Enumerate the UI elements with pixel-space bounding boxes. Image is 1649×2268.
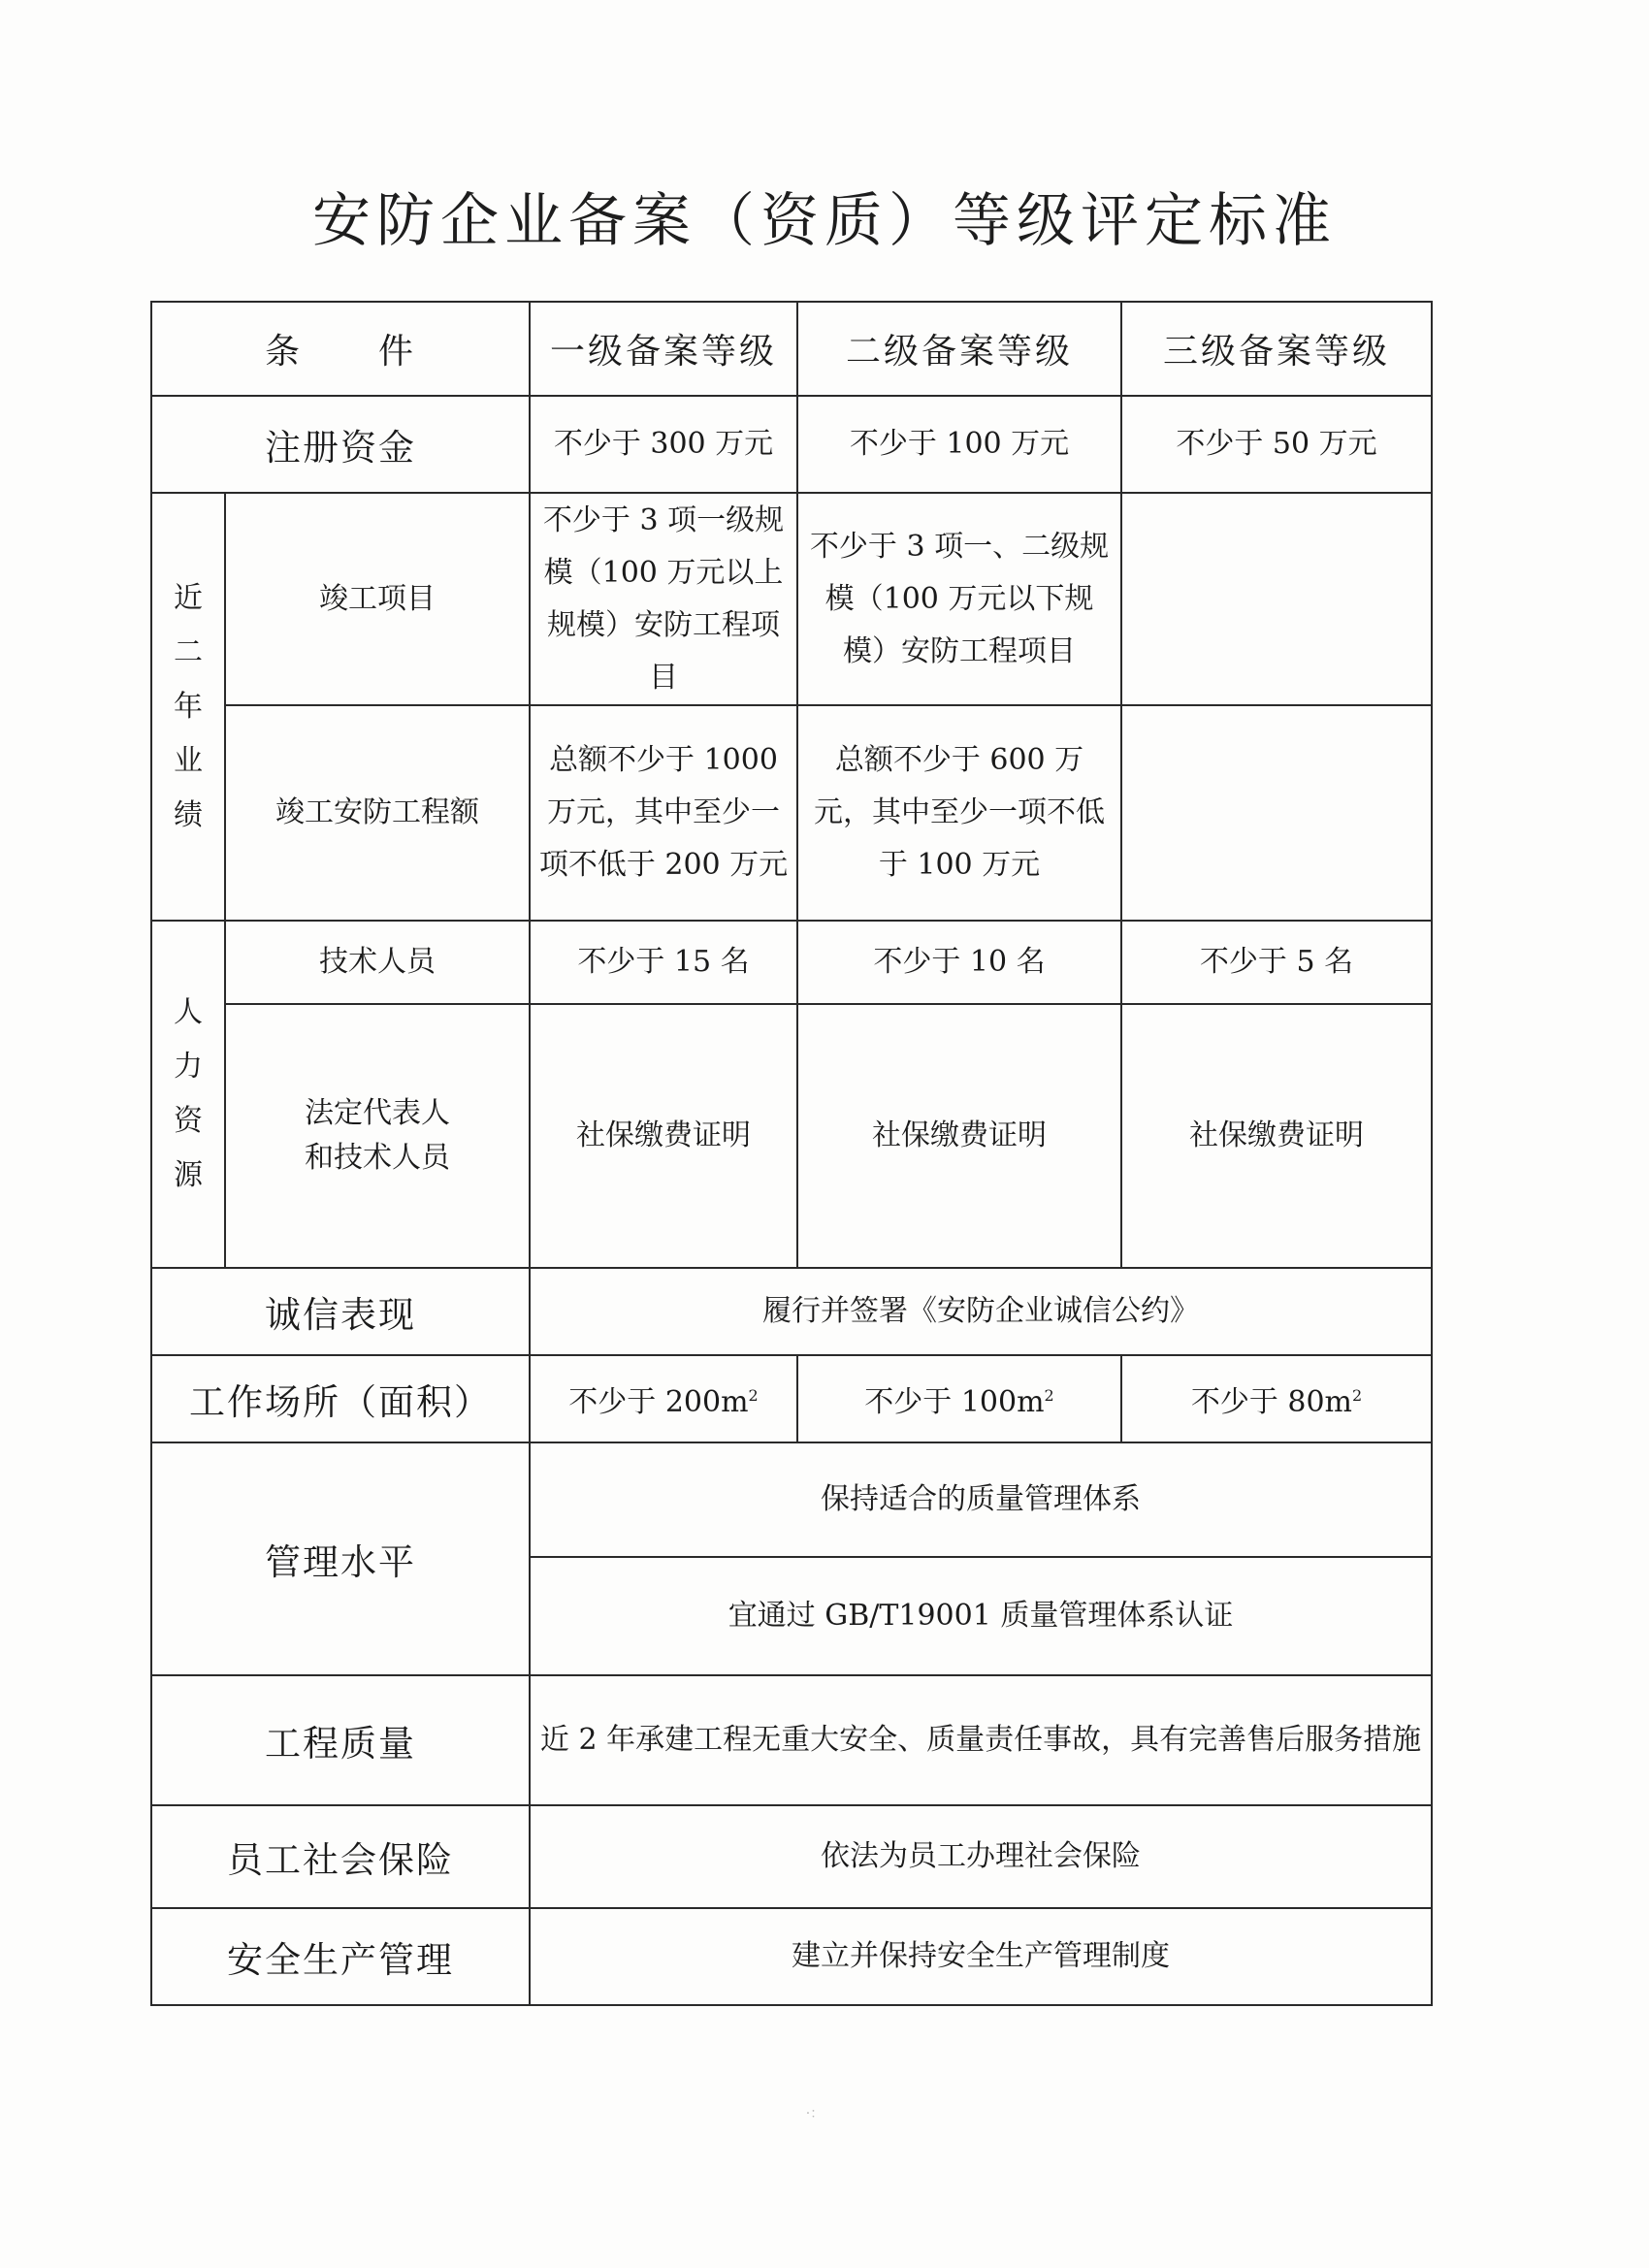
management-line-1: 保持适合的质量管理体系 bbox=[530, 1442, 1432, 1557]
row-label-management: 管理水平 bbox=[151, 1442, 530, 1676]
page-footer-mark: ·： bbox=[805, 2106, 824, 2122]
legal-rep-label-line-2: 和技术人员 bbox=[305, 1140, 450, 1175]
registered-capital-level-2: 不少于 100 万元 bbox=[797, 396, 1121, 493]
workplace-level-1: 不少于 $200m^2$ bbox=[530, 1355, 797, 1442]
row-label-engineering-quality: 工程质量 bbox=[151, 1675, 530, 1805]
legal-rep-label-line-1: 法定代表人 bbox=[305, 1095, 450, 1130]
registered-capital-level-1: 不少于 300 万元 bbox=[530, 396, 797, 493]
safety-management-value: 建立并保持安全生产管理制度 bbox=[530, 1908, 1432, 2005]
row-label-integrity: 诚信表现 bbox=[151, 1268, 530, 1355]
row-label-legal-representative bbox=[225, 1004, 530, 1269]
registered-capital-level-3: 不少于 50 万元 bbox=[1121, 396, 1432, 493]
table-row bbox=[151, 396, 1432, 493]
table-row bbox=[151, 1442, 1432, 1557]
engineering-quality-value: 近 2 年承建工程无重大安全、质量责任事故，具有完善售后服务措施 bbox=[530, 1675, 1432, 1805]
table-row bbox=[151, 705, 1432, 922]
page-title: 安防企业备案（资质）等级评定标准 bbox=[312, 187, 1337, 255]
completed-projects-level-2: 不少于 3 项一、二级规模（100 万元以下规模）安防工程项目 bbox=[797, 493, 1121, 704]
row-label-registered-capital: 注册资金 bbox=[151, 396, 530, 493]
legal-rep-level-3: 社保缴费证明 bbox=[1121, 1004, 1432, 1269]
completed-amount-level-2: 总额不少于 600 万元，其中至少一项不低于 100 万元 bbox=[797, 705, 1121, 922]
table-row bbox=[151, 1675, 1432, 1805]
group-label-human-resources: 人 力 资 源 bbox=[151, 921, 225, 1268]
group-label-performance: 近 二 年 业 绩 bbox=[151, 493, 225, 921]
row-label-completed-amount: 竣工安防工程额 bbox=[225, 705, 530, 922]
table-header-row bbox=[151, 302, 1432, 396]
management-line-2: 宜通过 GB/T19001 质量管理体系认证 bbox=[530, 1557, 1432, 1675]
table-row bbox=[151, 493, 1432, 704]
table-row bbox=[151, 1004, 1432, 1269]
workplace-level-3: 不少于 $80m^2$ bbox=[1121, 1355, 1432, 1442]
header-condition: 条 件 bbox=[151, 302, 530, 396]
completed-projects-level-1: 不少于 3 项一级规模（100 万元以上规模）安防工程项目 bbox=[530, 493, 797, 704]
table-row bbox=[151, 1908, 1432, 2005]
row-label-completed-projects: 竣工项目 bbox=[225, 493, 530, 704]
header-level-3: 三级备案等级 bbox=[1121, 302, 1432, 396]
completed-amount-level-3 bbox=[1121, 705, 1432, 922]
completed-projects-level-3 bbox=[1121, 493, 1432, 704]
row-label-safety-management: 安全生产管理 bbox=[151, 1908, 530, 2005]
row-label-technical-staff: 技术人员 bbox=[225, 921, 530, 1003]
table-row bbox=[151, 921, 1432, 1003]
header-level-2: 二级备案等级 bbox=[797, 302, 1121, 396]
integrity-value: 履行并签署《安防企业诚信公约》 bbox=[530, 1268, 1432, 1355]
table-row bbox=[151, 1268, 1432, 1355]
header-level-1: 一级备案等级 bbox=[530, 302, 797, 396]
row-label-workplace: 工作场所（面积） bbox=[151, 1355, 530, 1442]
technical-staff-level-2: 不少于 10 名 bbox=[797, 921, 1121, 1003]
table-row bbox=[151, 1805, 1432, 1907]
standards-table bbox=[150, 301, 1433, 2006]
workplace-level-2: 不少于 $100m^2$ bbox=[797, 1355, 1121, 1442]
row-label-social-insurance: 员工社会保险 bbox=[151, 1805, 530, 1907]
technical-staff-level-1: 不少于 15 名 bbox=[530, 921, 797, 1003]
completed-amount-level-1: 总额不少于 1000 万元，其中至少一项不低于 200 万元 bbox=[530, 705, 797, 922]
social-insurance-value: 依法为员工办理社会保险 bbox=[530, 1805, 1432, 1907]
technical-staff-level-3: 不少于 5 名 bbox=[1121, 921, 1432, 1003]
table-row bbox=[151, 1355, 1432, 1442]
legal-rep-level-1: 社保缴费证明 bbox=[530, 1004, 797, 1269]
legal-rep-level-2: 社保缴费证明 bbox=[797, 1004, 1121, 1269]
